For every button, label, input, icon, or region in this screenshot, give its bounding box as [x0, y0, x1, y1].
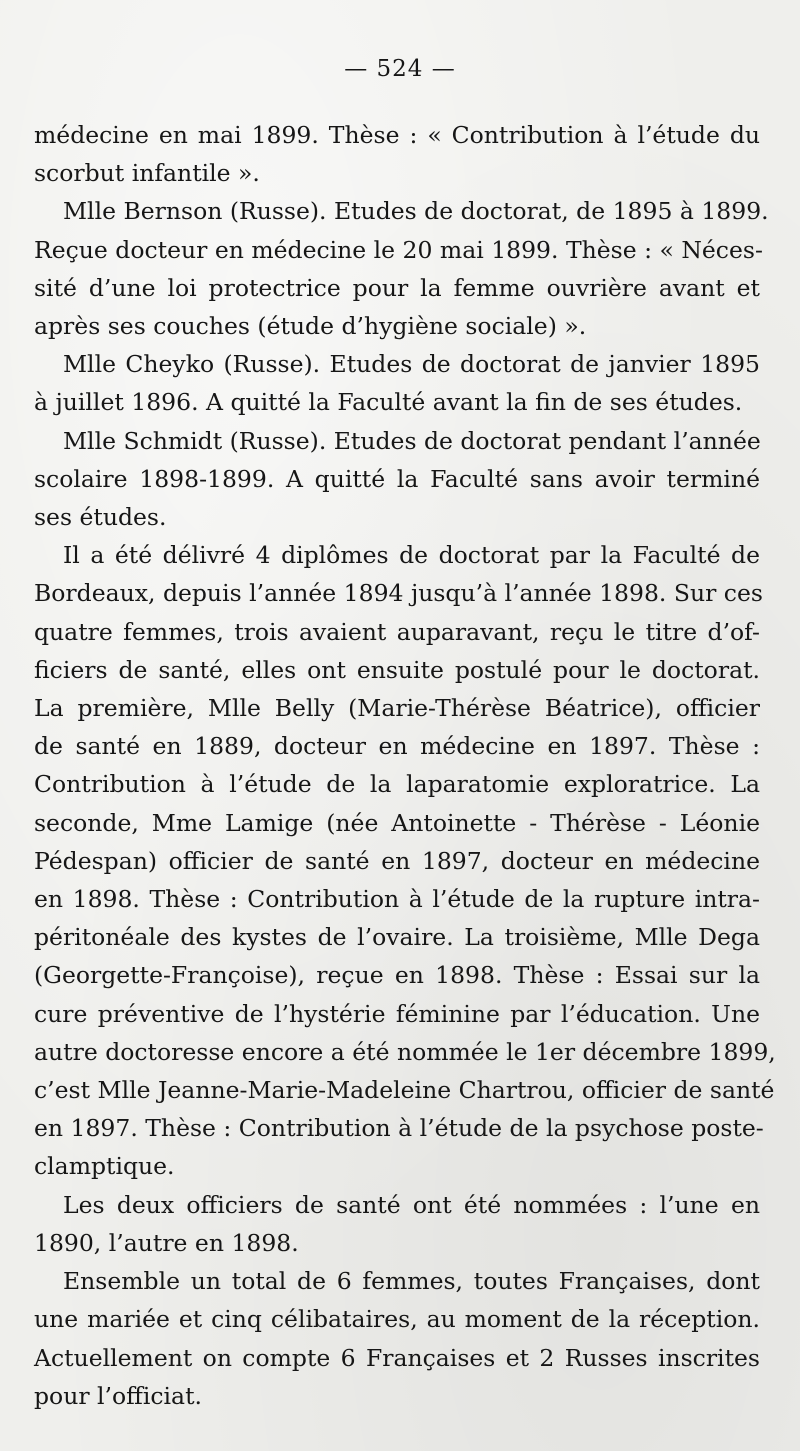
text-line: ficiers de santé, elles ont ensuite postulé pour le doctorat. — [34, 655, 760, 684]
text-line: autre doctoresse encore a été nommée le 1er décembre 1899, — [34, 1037, 776, 1066]
paragraph-bernson — [34, 192, 769, 345]
text-line: médecine en mai 1899. Thèse : « Contribution à l’étude du — [34, 121, 760, 149]
text-line: Actuellement on compte 6 Françaises et 2 Russes inscrites — [34, 1343, 760, 1372]
text-line: Mlle Cheyko (Russe). Etudes de doctorat de janvier 1895 — [63, 350, 760, 379]
text-line: Mlle Schmidt (Russe). Etudes de doctorat pendant l’année — [63, 426, 761, 455]
text-line: Ensemble un total de 6 femmes, toutes Françaises, dont — [63, 1267, 760, 1296]
paragraph-thesis-continuation — [34, 116, 760, 192]
text-line: de santé en 1889, docteur en médecine en 1897. Thèse : — [34, 732, 760, 761]
text-line: Pédespan) officier de santé en 1897, docteur en médecine — [34, 846, 760, 875]
text-line: La première, Mlle Belly (Marie-Thérèse Béatrice), officier — [34, 694, 760, 723]
paragraph-bordeaux-diplomas — [34, 536, 776, 1185]
text-line: scolaire 1898-1899. A quitté la Faculté sans avoir terminé — [34, 464, 760, 493]
text-line: Contribution à l’étude de la laparatomie exploratrice. La — [34, 770, 760, 799]
text-line: Les deux officiers de santé ont été nommées : l’une en — [63, 1190, 760, 1219]
text-line: sité d’une loi protectrice pour la femme ouvrière avant et — [34, 273, 760, 302]
text-line: péritonéale des kystes de l’ovaire. La troisième, Mlle Dega — [34, 923, 760, 952]
text-line: scorbut infantile ». — [34, 159, 260, 188]
text-line: en 1897. Thèse : Contribution à l’étude de la psychose poste- — [34, 1114, 764, 1143]
text-line: en 1898. Thèse : Contribution à l’étude de la rupture intra- — [34, 885, 760, 914]
text-line: Bordeaux, depuis l’année 1894 jusqu’à l’année 1898. Sur ces — [34, 579, 763, 608]
paragraph-cheyko — [34, 345, 760, 421]
text-line: c’est Mlle Jeanne-Marie-Madeleine Chartrou, officier de santé — [34, 1076, 775, 1105]
text-line: pour l’officiat. — [34, 1381, 202, 1410]
text-line: quatre femmes, trois avaient auparavant, reçu le titre d’of- — [34, 617, 760, 646]
text-line: Reçue docteur en médecine le 20 mai 1899. Thèse : « Néces- — [34, 235, 763, 264]
text-line: Il a été délivré 4 diplômes de doctorat par la Faculté de — [63, 541, 760, 570]
text-line: cure préventive de l’hystérie féminine par l’éducation. Une — [34, 999, 760, 1028]
text-line: clamptique. — [34, 1152, 175, 1181]
paragraph-total — [34, 1262, 760, 1415]
text-line: après ses couches (étude d’hygiène sociale) ». — [34, 312, 587, 341]
paragraph-schmidt — [34, 422, 760, 537]
page-text — [34, 116, 776, 1415]
paragraph-officers-of-health — [34, 1186, 760, 1262]
text-line: ses études. — [34, 503, 167, 532]
text-line: 1890, l’autre en 1898. — [34, 1228, 299, 1257]
text-line: seconde, Mme Lamige (née Antoinette - Thérèse - Léonie — [34, 808, 760, 837]
text-line: une mariée et cinq célibataires, au moment de la réception. — [34, 1305, 760, 1334]
page-number: — 524 — — [344, 56, 456, 82]
text-line: (Georgette-Françoise), reçue en 1898. Thèse : Essai sur la — [34, 961, 760, 990]
text-line: à juillet 1896. A quitté la Faculté avant la fin de ses études. — [34, 388, 743, 417]
text-line: Mlle Bernson (Russe). Etudes de doctorat, de 1895 à 1899. — [63, 197, 769, 226]
